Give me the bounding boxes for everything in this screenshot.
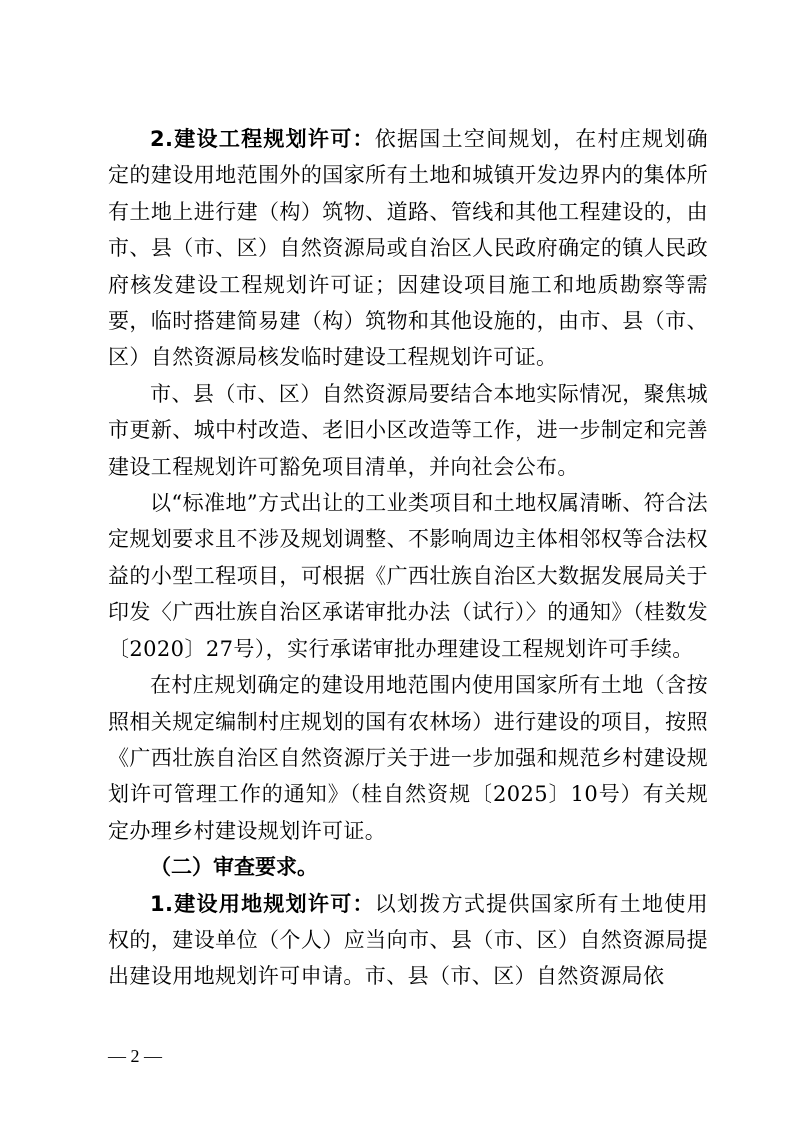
paragraph-lead: 2.建设工程规划许可： [150,127,375,151]
body-text [108,121,708,995]
paragraph-body: 在村庄规划确定的建设用地范围内使用国家所有土地（含按照相关规定编制村庄规划的国有农林场）进行建设的项目，按照《广西壮族自治区自然资源厅关于进一步加强和规范乡村建设规划许可管理工作的通知》（桂自然资规〔2025〕10号）有关规定办理乡村建设规划许可证。 [108,673,708,843]
paragraph-land-use-permit [108,886,708,995]
paragraph-planning-permit [108,121,708,376]
paragraph-body: 以划拨方式提供国家所有土地使用权的，建设单位（个人）应当向市、县（市、区）自然资源局提出建设用地规划许可申请。市、县（市、区）自然资源局依 [108,891,708,989]
paragraph-body: 依据国土空间规划，在村庄规划确定的建设用地范围外的国家所有土地和城镇开发边界内的集体所有土地上进行建（构）筑物、道路、管线和其他工程建设的，由市、县（市、区）自然资源局或自治区人民政府确定的镇人民政府核发建设工程规划许可证；因建设项目施工和地质勘察等需要，临时搭建简易建（构）筑物和其他设施的，由市、县（市、区）自然资源局核发临时建设工程规划许可证。 [108,127,708,370]
paragraph-rural-permit [108,667,708,849]
paragraph-body: 市、县（市、区）自然资源局要结合本地实际情况，聚焦城市更新、城中村改造、老旧小区改造等工作，进一步制定和完善建设工程规划许可豁免项目清单，并向社会公布。 [108,381,708,479]
page-number: — 2 — [108,1046,162,1066]
paragraph-lead: 1.建设用地规划许可： [150,891,375,916]
section-heading: （二）审查要求。 [150,855,318,880]
paragraph-body: 以“标准地”方式出让的工业类项目和土地权属清晰、符合法定规划要求且不涉及规划调整、不影响周边主体相邻权等合法权益的小型工程项目，可根据《广西壮族自治区大数据发展局关于印发〈广西壮族自治区承诺审批办法（试行）〉的通知》（桂数发〔2020〕27号），实行承诺审批办理建设工程规划许可手续。 [108,491,708,661]
paragraph-commitment-approval [108,485,708,667]
paragraph-exemption-list [108,376,708,485]
